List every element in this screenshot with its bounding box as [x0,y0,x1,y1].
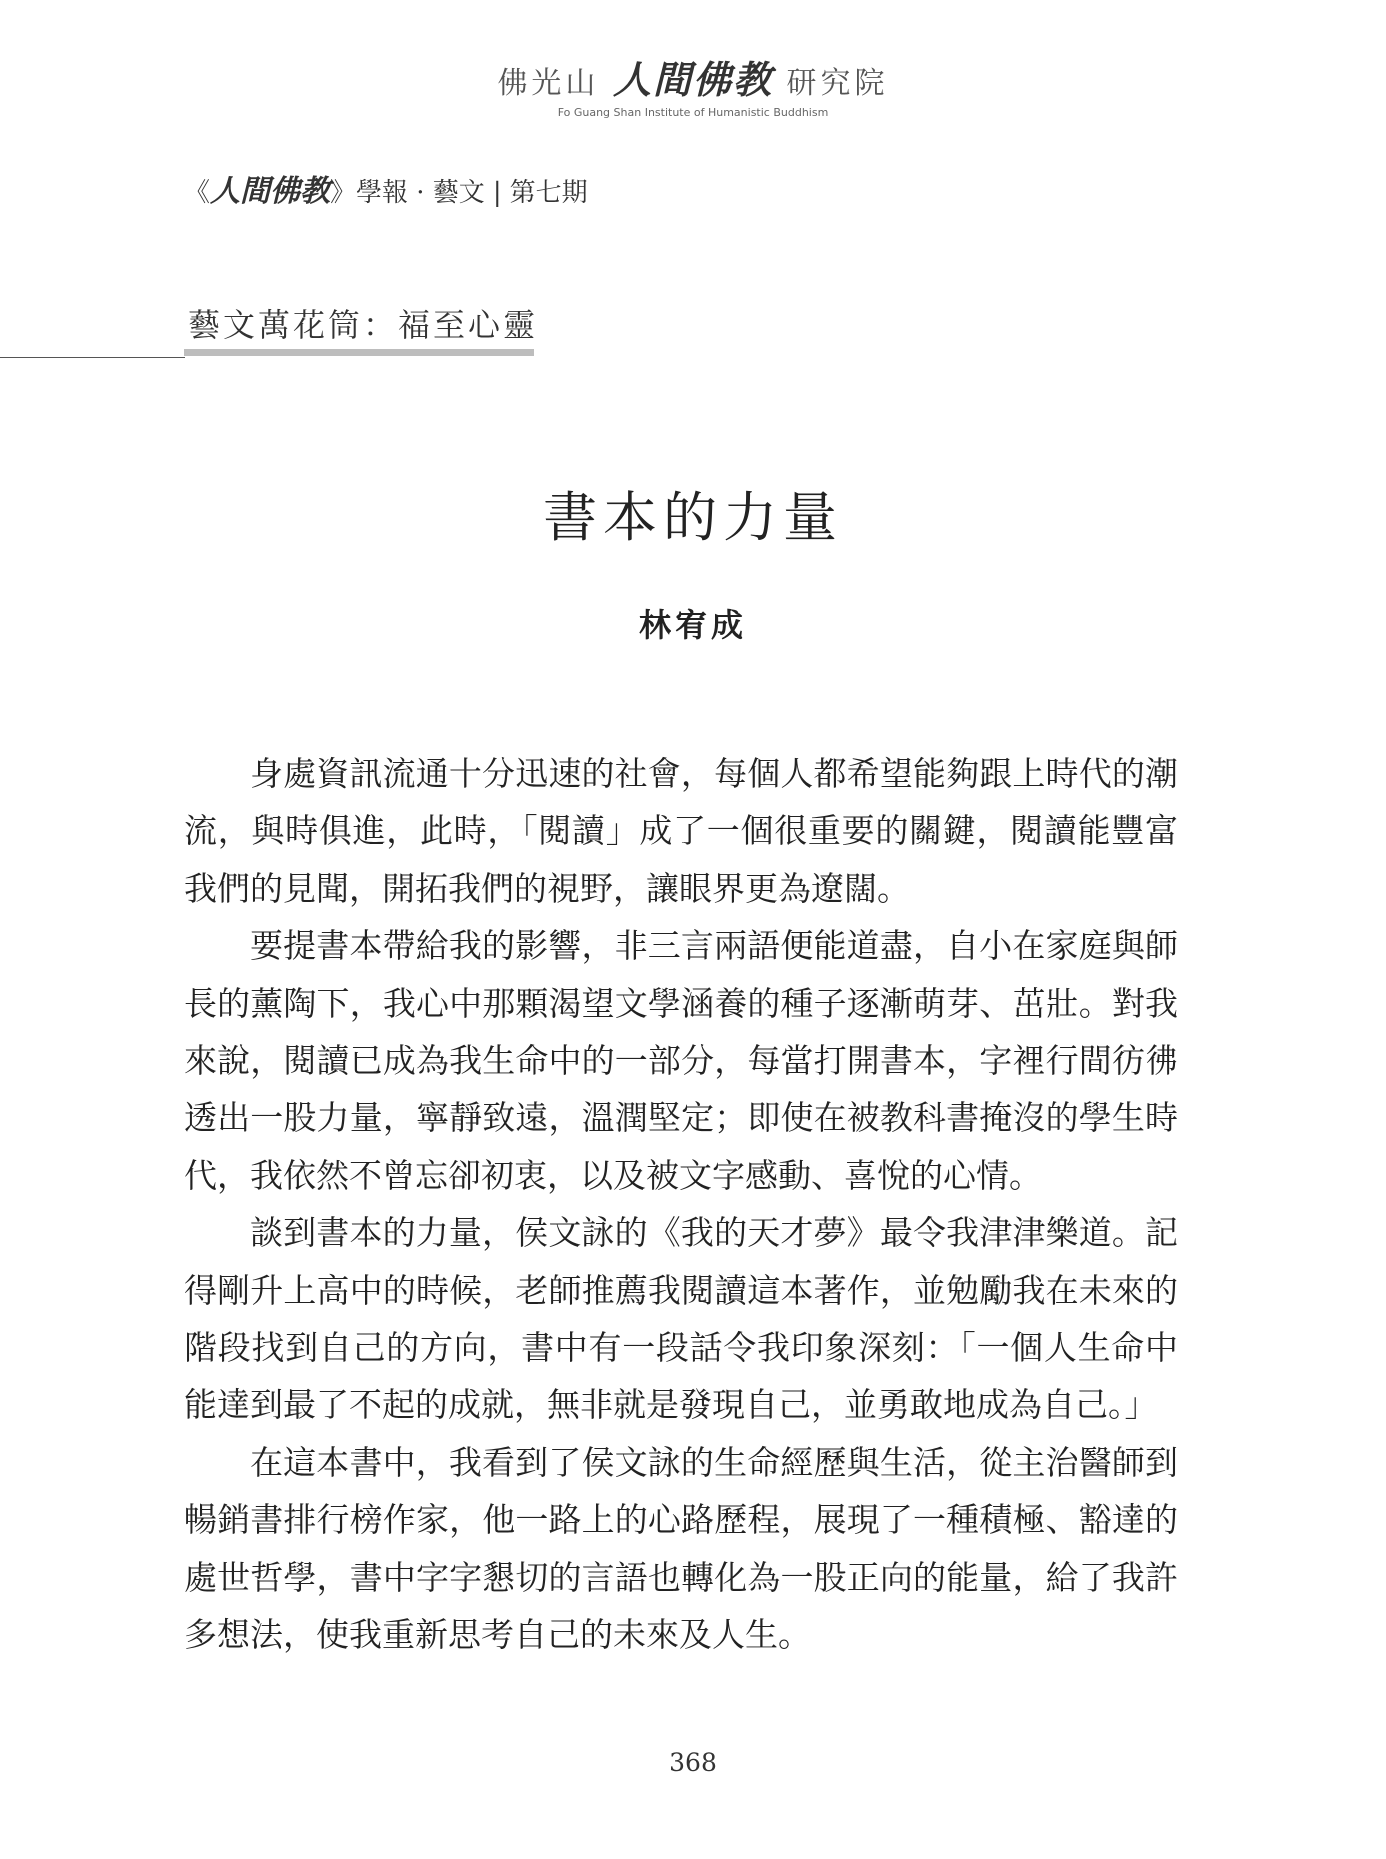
institute-brand-logo: 人間佛教 [612,57,773,102]
institute-english-name: Fo Guang Shan Institute of Humanistic Buddhism [557,106,829,119]
running-head-brand: 人間佛教 [210,174,331,209]
institute-prefix: 佛光山 [497,66,600,101]
article-title: 書本的力量 [543,486,843,549]
paragraph: 要提書本帶給我的影響，非三言兩語便能道盡，自小在家庭與師長的薰陶下，我心中那顆渴望文學涵養的種子逐漸萌芽、茁壯。對我來說，閱讀已成為我生命中的一部分，每當打開書本，字裡行間彷彿透出一股力量，寧靜致遠，溫潤堅定；即使在被教科書掩沒的學生時代，我依然不曾忘卻初衷，以及被文字感動、喜悅的心情。 [184,926,1178,1195]
paragraph: 在這本書中，我看到了侯文詠的生命經歷與生活，從主治醫師到暢銷書排行榜作家，他一路上的心路歷程，展現了一種積極、豁達的處世哲學，書中字字懇切的言語也轉化為一股正向的能量，給了我許多想法，使我重新思考自己的未來及人生。 [184,1442,1178,1655]
running-head-journal: 》學報 · 藝文 [330,178,485,208]
running-head-separator: | [492,178,502,208]
article-body [184,745,1178,1664]
running-head [184,166,588,210]
page-number: 368 [669,1748,717,1777]
section-title: 藝文萬花筒：福至心靈 [188,306,539,344]
institute-name [0,57,1386,102]
paragraph: 身處資訊流通十分迅速的社會，每個人都希望能夠跟上時代的潮流，與時俱進，此時，「閱讀」成了一個很重要的關鍵，閱讀能豐富我們的見聞，開拓我們的視野，讓眼界更為遼闊。 [184,754,1178,908]
paragraph: 談到書本的力量，侯文詠的《我的天才夢》最令我津津樂道。記得剛升上高中的時候，老師推薦我閱讀這本著作，並勉勵我在未來的階段找到自己的方向，書中有一段話令我印象深刻：「一個人生命中能達到最了不起的成就，無非就是發現自己，並勇敢地成為自己。」 [184,1213,1178,1425]
running-head-issue: 第七期 [509,178,588,208]
section-rule-thick [184,349,534,356]
institute-header [0,57,1386,119]
institute-suffix: 研究院 [786,66,889,101]
article-author: 林宥成 [638,606,747,644]
running-head-open-bracket: 《 [184,178,211,208]
section-rule-thin [0,357,185,358]
